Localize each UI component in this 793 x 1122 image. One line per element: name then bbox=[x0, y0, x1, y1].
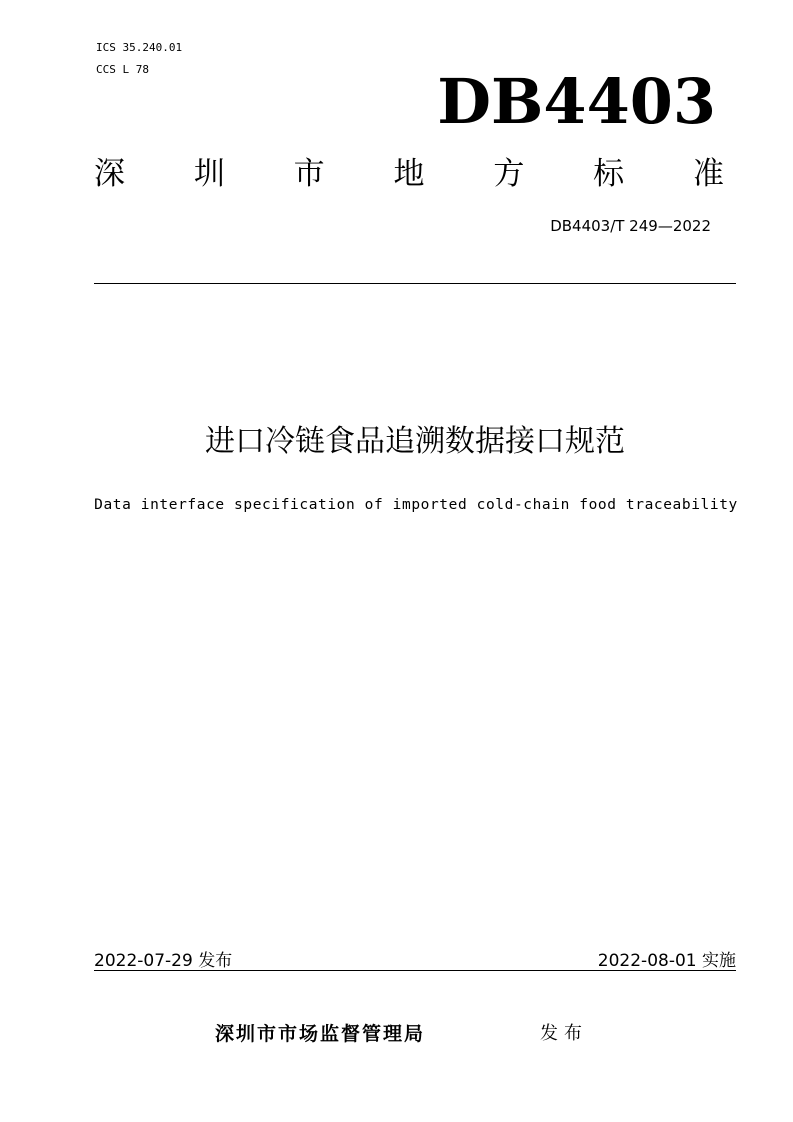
issue-label: 发布 bbox=[540, 1023, 588, 1044]
bottom-divider bbox=[94, 970, 736, 971]
standard-type-char: 方 bbox=[493, 156, 525, 192]
standard-type-char: 深 bbox=[94, 156, 125, 192]
standard-type-char: 地 bbox=[393, 156, 425, 192]
standard-type-char: 准 bbox=[692, 156, 724, 192]
implement-date: 2022-08-01 实施 bbox=[597, 951, 736, 971]
document-title-english: Data interface specification of imported cold-chain food traceability bbox=[94, 497, 738, 513]
issuing-authority: 深圳市市场监督管理局 bbox=[215, 1023, 426, 1045]
standard-number: DB4403/T 249—2022 bbox=[550, 217, 711, 235]
standard-type-char: 圳 bbox=[193, 156, 225, 192]
standard-type bbox=[94, 152, 724, 196]
ccs-code: CCS L 78 bbox=[96, 63, 149, 76]
top-divider bbox=[94, 283, 736, 284]
publish-date: 2022-07-29 发布 bbox=[94, 951, 233, 971]
standard-type-char: 标 bbox=[593, 156, 625, 192]
standard-code: DB4403 bbox=[437, 65, 716, 138]
standard-type-char: 市 bbox=[293, 156, 325, 192]
document-title-chinese: 进口冷链食品追溯数据接口规范 bbox=[205, 424, 625, 459]
ics-code: ICS 35.240.01 bbox=[96, 41, 183, 54]
